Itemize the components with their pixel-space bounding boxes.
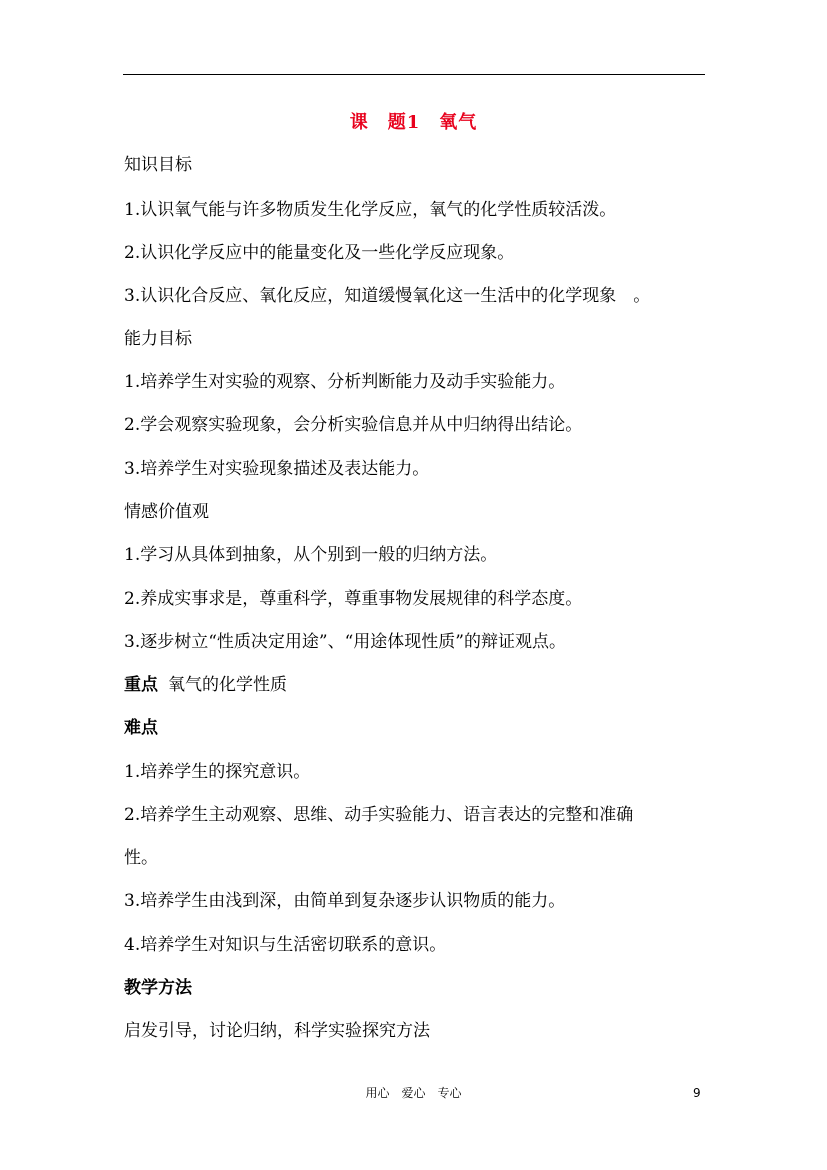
- key-point-label: 重点: [124, 675, 158, 695]
- page-number: 9: [693, 1086, 701, 1100]
- difficulty-heading: 难点: [124, 718, 158, 738]
- knowledge-item-1: 1.认识氧气能与许多物质发生化学反应，氧气的化学性质较活泼。: [124, 200, 617, 220]
- difficulty-item-1: 1.培养学生的探究意识。: [124, 762, 311, 782]
- emotion-item-3: 3.逐步树立“性质决定用途”、“用途体现性质”的辩证观点。: [124, 632, 566, 652]
- ability-item-2: 2.学会观察实验现象，会分析实验信息并从中归纳得出结论。: [124, 415, 583, 435]
- key-point-text: 氧气的化学性质: [168, 675, 287, 695]
- difficulty-item-3: 3.培养学生由浅到深，由简单到复杂逐步认识物质的能力。: [124, 891, 566, 911]
- footer-motto: 用心 爱心 专心: [365, 1086, 462, 1100]
- knowledge-item-3: 3.认识化合反应、氧化反应，知道缓慢氧化这一生活中的化学现象 。: [124, 286, 651, 306]
- ability-item-1: 1.培养学生对实验的观察、分析判断能力及动手实验能力。: [124, 372, 566, 392]
- ability-item-3: 3.培养学生对实验现象描述及表达能力。: [124, 459, 430, 479]
- method-text: 启发引导，讨论归纳，科学实验探究方法: [124, 1021, 430, 1041]
- knowledge-item-2: 2.认识化学反应中的能量变化及一些化学反应现象。: [124, 243, 515, 263]
- emotion-heading: 情感价值观: [124, 502, 209, 522]
- emotion-item-1: 1.学习从具体到抽象，从个别到一般的归纳方法。: [124, 545, 498, 565]
- difficulty-item-2: 2.培养学生主动观察、思维、动手实验能力、语言表达的完整和准确: [124, 805, 634, 825]
- header-rule: [123, 74, 705, 75]
- ability-heading: 能力目标: [124, 329, 192, 349]
- emotion-item-2: 2.养成实事求是，尊重科学，尊重事物发展规律的科学态度。: [124, 589, 583, 609]
- difficulty-item-4: 4.培养学生对知识与生活密切联系的意识。: [124, 935, 447, 955]
- method-heading: 教学方法: [124, 978, 192, 998]
- key-point-line: [124, 673, 287, 697]
- knowledge-heading: 知识目标: [124, 155, 192, 175]
- difficulty-item-2-cont: 性。: [124, 848, 158, 868]
- lesson-title: 课 题1 氧气: [349, 112, 478, 133]
